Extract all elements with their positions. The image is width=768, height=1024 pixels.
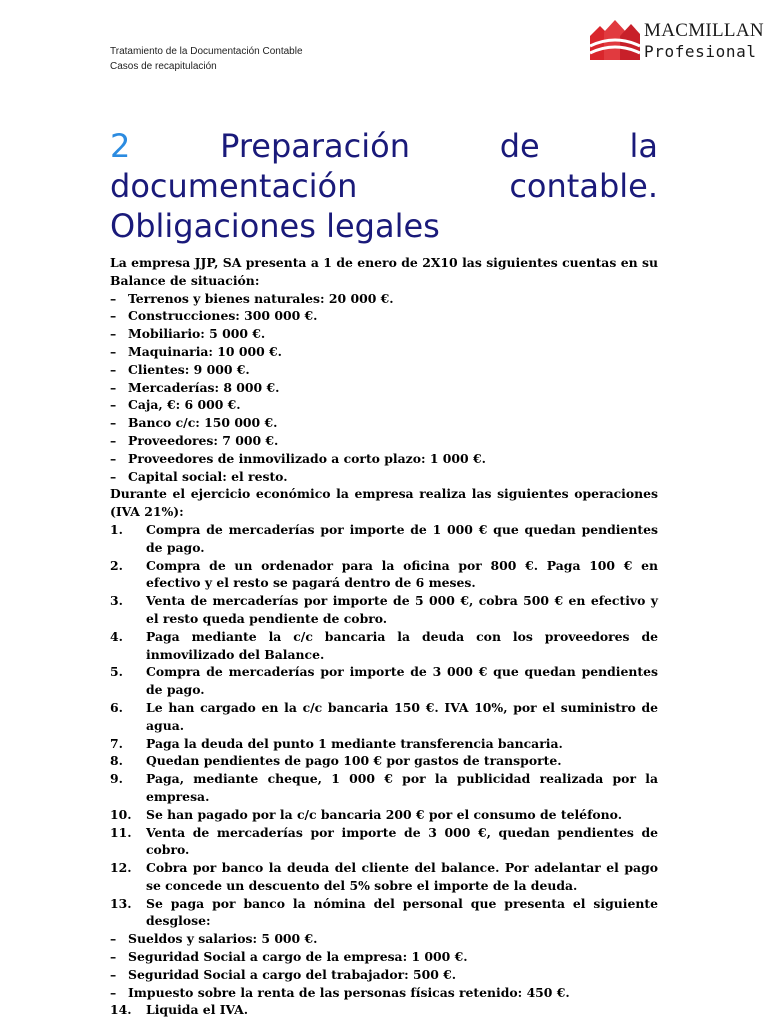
- account-item: – Banco c/c: 150 000 €.: [110, 415, 278, 431]
- dash-bullet: –: [110, 308, 117, 324]
- operation-item: 8. Quedan pendientes de pago 100 € por gastos de transporte.: [110, 753, 562, 769]
- account-item: – Proveedores: 7 000 €.: [110, 432, 279, 448]
- title-word: contable.: [509, 167, 658, 205]
- operation-item: 13. Se paga por banco la nómina del personal que presenta el siguiente desglose:: [110, 895, 658, 929]
- operation-item: 11. Venta de mercaderías por importe de 3 000 €, quedan pendientes de cobro.: [110, 824, 658, 858]
- account-item: – Mobiliario: 5 000 €.: [110, 326, 266, 342]
- header-section: Casos de recapitulación: [110, 61, 217, 72]
- macmillan-logo: [588, 16, 764, 68]
- logo-subbrand: Profesional: [644, 42, 757, 61]
- chapter-title: [110, 126, 658, 246]
- title-word: Preparación: [220, 127, 410, 165]
- payroll-item: – Seguridad Social a cargo de la empresa: 1 000 €.: [110, 949, 468, 965]
- account-item: – Clientes: 9 000 €.: [110, 361, 250, 377]
- account-item: – Capital social: el resto.: [110, 468, 288, 484]
- intro-paragraph: La empresa JJP, SA presenta a 1 de enero de 2X10 las siguientes cuentas en su Balance de situación:: [110, 255, 658, 288]
- balance-accounts-list: [110, 290, 658, 486]
- dash-bullet: –: [110, 931, 117, 947]
- dash-bullet: –: [110, 949, 117, 965]
- header-course: Tratamiento de la Documentación Contable: [110, 46, 303, 57]
- operation-item: 5. Compra de mercaderías por importe de 3 000 € que quedan pendientes de pago.: [110, 664, 658, 698]
- macmillan-logo-icon: [588, 16, 642, 62]
- account-item: – Mercaderías: 8 000 €.: [110, 379, 280, 395]
- dash-bullet: –: [110, 379, 117, 395]
- operation-item: 1. Compra de mercaderías por importe de 1 000 € que quedan pendientes de pago.: [110, 521, 658, 555]
- payroll-breakdown-list: [110, 930, 658, 1001]
- operation-item: 9. Paga, mediante cheque, 1 000 € por la publicidad realizada por la empresa.: [110, 771, 658, 804]
- account-item: – Construcciones: 300 000 €.: [110, 308, 318, 324]
- logo-brand: MACMILLAN: [644, 20, 764, 41]
- dash-bullet: –: [110, 397, 117, 413]
- operation-item: 6. Le han cargado en la c/c bancaria 150 €. IVA 10%, por el suministro de agua.: [110, 699, 658, 733]
- dash-bullet: –: [110, 966, 117, 982]
- payroll-item: – Sueldos y salarios: 5 000 €.: [110, 931, 318, 947]
- dash-bullet: –: [110, 290, 117, 306]
- dash-bullet: –: [110, 361, 117, 377]
- final-operation-list: [110, 1001, 658, 1019]
- dash-bullet: –: [110, 984, 117, 1000]
- dash-bullet: –: [110, 432, 117, 448]
- operations-intro: Durante el ejercicio económico la empresa realiza las siguientes operaciones (IVA 21%):: [110, 486, 658, 520]
- operation-item: 4. Paga mediante la c/c bancaria la deuda con los proveedores de inmovilizado del Balance.: [110, 628, 658, 662]
- dash-bullet: –: [110, 415, 117, 431]
- account-item: – Proveedores de inmovilizado a corto plazo: 1 000 €.: [110, 450, 486, 466]
- chapter-number: 2: [110, 127, 131, 165]
- title-word: documentación: [110, 167, 358, 205]
- account-item: – Maquinaria: 10 000 €.: [110, 343, 282, 359]
- dash-bullet: –: [110, 450, 117, 466]
- operation-item: 14. Liquida el IVA.: [110, 1002, 249, 1018]
- dash-bullet: –: [110, 468, 117, 484]
- account-item: – Caja, €: 6 000 €.: [110, 397, 241, 413]
- exercise-body: [110, 254, 658, 1019]
- account-item: – Terrenos y bienes naturales: 20 000 €.: [110, 290, 394, 306]
- operation-item: 7. Paga la deuda del punto 1 mediante transferencia bancaria.: [110, 735, 563, 751]
- dash-bullet: –: [110, 326, 117, 342]
- title-line-3: Obligaciones legales: [110, 207, 440, 245]
- title-line-1: [110, 126, 658, 166]
- title-word: la: [629, 127, 658, 165]
- operation-item: 3. Venta de mercaderías por importe de 5 000 €, cobra 500 € en efectivo y el resto queda pendiente de cobro.: [110, 593, 658, 626]
- operation-item: 2. Compra de un ordenador para la oficina por 800 €. Paga 100 € en efectivo y el resto se pagará dentro de 6 meses.: [110, 557, 658, 591]
- operation-item: 10. Se han pagado por la c/c bancaria 200 € por el consumo de teléfono.: [110, 806, 623, 822]
- title-word: de: [499, 127, 540, 165]
- operation-item: 12. Cobra por banco la deuda del cliente del balance. Por adelantar el pago se concede un descuento del 5% sobre el importe de la deuda.: [110, 860, 658, 893]
- payroll-item: – Impuesto sobre la renta de las personas físicas retenido: 450 €.: [110, 984, 570, 1000]
- title-line-2: [110, 166, 658, 206]
- payroll-item: – Seguridad Social a cargo del trabajador: 500 €.: [110, 966, 457, 982]
- operations-list: [110, 521, 658, 930]
- dash-bullet: –: [110, 343, 117, 359]
- document-header: [110, 44, 303, 74]
